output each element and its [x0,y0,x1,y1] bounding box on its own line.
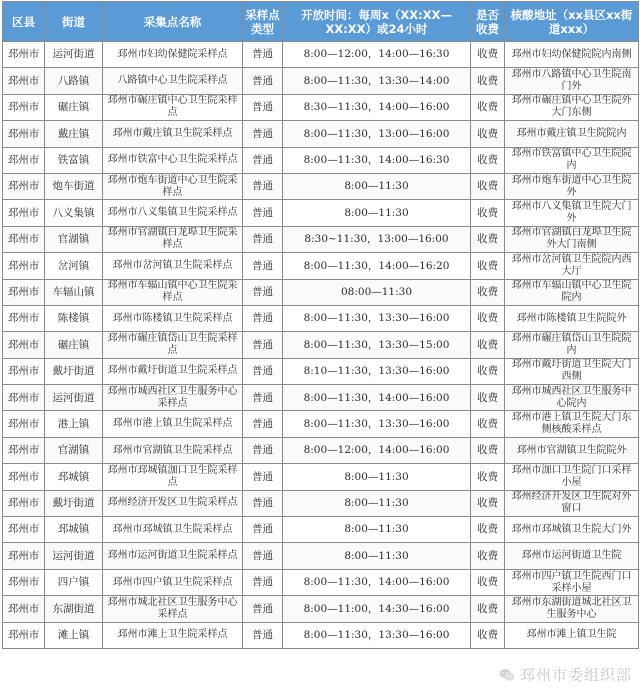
table-row [3,279,639,305]
site-type-cell: 普通 [243,517,283,543]
site-name-cell: 邳州市滩上卫生院采样点 [103,622,243,648]
street-cell: 邳城镇 [45,464,103,490]
table-row [3,622,639,648]
street-cell: 八义集镇 [45,200,103,226]
sampling-points-table [2,1,639,649]
site-type-cell: 普通 [243,94,283,120]
site-name-cell: 邳州市碾庄镇中心卫生院采样点 [103,94,243,120]
open-hours-cell: 8:00—11:30 [283,200,471,226]
open-hours-cell: 8:00—11:30，13:30—16:00 [283,622,471,648]
site-type-cell: 普通 [243,622,283,648]
fee-cell: 收费 [471,305,505,331]
district-cell: 邳州市 [3,253,45,279]
district-cell: 邳州市 [3,173,45,199]
address-cell: 邳州市城西社区卫生服务中心院内 [505,385,639,411]
address-cell: 邳州市妇幼保健院院内南侧 [505,42,639,68]
site-type-cell: 普通 [243,332,283,358]
site-name-cell: 邳州市八义集镇卫生院采样点 [103,200,243,226]
address-cell: 邳州市戴圩街道卫生院大门西侧 [505,358,639,384]
site-name-cell: 邳州市邳城镇泇口卫生院采样点 [103,464,243,490]
address-cell: 邳州市四户镇卫生院西门口采样小屋 [505,569,639,595]
fee-cell: 收费 [471,490,505,516]
district-cell: 邳州市 [3,332,45,358]
site-type-cell: 普通 [243,68,283,94]
open-hours-cell: 8:00—11:30，13:30—16:00 [283,411,471,437]
table-row [3,517,639,543]
open-hours-cell: 8:00—11:30 [283,543,471,569]
address-cell: 邳州市运河街道卫生院 [505,543,639,569]
site-type-cell: 普通 [243,464,283,490]
street-cell: 官湖镇 [45,437,103,463]
district-cell: 邳州市 [3,42,45,68]
street-cell: 东湖街道 [45,596,103,622]
district-cell: 邳州市 [3,226,45,252]
address-cell: 邳州市碾庄镇中心卫生院外大门东侧 [505,94,639,120]
street-cell: 炮车街道 [45,173,103,199]
address-cell: 邳州市港上镇卫生院大门东侧核酸采样点 [505,411,639,437]
table-row [3,332,639,358]
table-row [3,226,639,252]
fee-cell: 收费 [471,517,505,543]
address-cell: 邳州市八路镇中心卫生院南门外 [505,68,639,94]
header-district: 区县 [3,2,45,42]
site-name-cell: 邳州市岔河镇卫生院采样点 [103,253,243,279]
street-cell: 戴庄镇 [45,121,103,147]
site-name-cell: 邳州市铁富中心卫生院采样点 [103,147,243,173]
street-cell: 陈楼镇 [45,305,103,331]
district-cell: 邳州市 [3,94,45,120]
site-name-cell: 邳州市港上镇卫生院采样点 [103,411,243,437]
site-type-cell: 普通 [243,253,283,279]
site-type-cell: 普通 [243,121,283,147]
open-hours-cell: 8:00—11:30 [283,173,471,199]
open-hours-cell: 8:00—11:30，13:00—16:00 [283,121,471,147]
street-cell: 戴圩街道 [45,490,103,516]
site-type-cell: 普通 [243,279,283,305]
district-cell: 邳州市 [3,569,45,595]
site-name-cell: 八路镇中心卫生院采样点 [103,68,243,94]
address-cell: 邳州市岔河镇卫生院院内西大厅 [505,253,639,279]
watermark [498,664,632,685]
open-hours-cell: 8:00—11:30，13:30—15:00 [283,332,471,358]
district-cell: 邳州市 [3,490,45,516]
header-fee: 是否收费 [471,2,505,42]
table-row [3,385,639,411]
site-type-cell: 普通 [243,200,283,226]
open-hours-cell: 8:00—11:30，14:00—16:20 [283,253,471,279]
site-type-cell: 普通 [243,42,283,68]
header-site-type: 采样点类型 [243,2,283,42]
site-type-cell: 普通 [243,411,283,437]
site-type-cell: 普通 [243,305,283,331]
open-hours-cell: 8:00—12:00，14:00—16:00 [283,437,471,463]
district-cell: 邳州市 [3,279,45,305]
address-cell: 邳州市炮车街道中心卫生院外 [505,173,639,199]
site-name-cell: 邳州市妇幼保健院采样点 [103,42,243,68]
open-hours-cell: 8:00—11:00，14:30—16:00 [283,596,471,622]
table-row [3,94,639,120]
district-cell: 邳州市 [3,543,45,569]
open-hours-cell: 8:00—11:30 [283,490,471,516]
site-name-cell: 邳州市城北社区卫生服务中心采样点 [103,596,243,622]
header-address: 核酸地址（xx县区xx街道xxx） [505,2,639,42]
street-cell: 运河街道 [45,385,103,411]
fee-cell: 收费 [471,622,505,648]
header-site-name: 采集点名称 [103,2,243,42]
district-cell: 邳州市 [3,68,45,94]
header-street: 街道 [45,2,103,42]
open-hours-cell: 8:30~11:30，13:00—16:00 [283,226,471,252]
table-row [3,42,639,68]
open-hours-cell: 08:00—11:30 [283,279,471,305]
street-cell: 戴圩街道 [45,358,103,384]
table-row [3,464,639,490]
fee-cell: 收费 [471,42,505,68]
open-hours-cell: 8:00—11:30，14:00—16:30 [283,147,471,173]
table-body [3,42,639,649]
district-cell: 邳州市 [3,358,45,384]
district-cell: 邳州市 [3,305,45,331]
fee-cell: 收费 [471,147,505,173]
site-name-cell: 邳州经济开发区卫生院采样点 [103,490,243,516]
table-row [3,543,639,569]
site-name-cell: 邳州市陈楼镇卫生院采样点 [103,305,243,331]
fee-cell: 收费 [471,437,505,463]
site-type-cell: 普通 [243,147,283,173]
site-type-cell: 普通 [243,173,283,199]
table-row [3,200,639,226]
open-hours-cell: 8:00—11:30，13:30—14:00 [283,68,471,94]
street-cell: 车辐山镇 [45,279,103,305]
street-cell: 碾庄镇 [45,332,103,358]
fee-cell: 收费 [471,121,505,147]
address-cell: 邳州市戴庄镇卫生院院内 [505,121,639,147]
address-cell: 邳州市官湖镇白龙埠卫生院外大门南侧 [505,226,639,252]
fee-cell: 收费 [471,173,505,199]
address-cell: 邳州市官湖镇卫生院院外 [505,437,639,463]
site-type-cell: 普通 [243,543,283,569]
street-cell: 运河街道 [45,42,103,68]
open-hours-cell: 8:30—11:30，14:00—16:00 [283,94,471,120]
fee-cell: 收费 [471,279,505,305]
site-name-cell: 邳州市碾庄镇岱山卫生院采样点 [103,332,243,358]
open-hours-cell: 8:00—12:00，14:00—16:30 [283,42,471,68]
fee-cell: 收费 [471,358,505,384]
fee-cell: 收费 [471,543,505,569]
district-cell: 邳州市 [3,596,45,622]
district-cell: 邳州市 [3,437,45,463]
district-cell: 邳州市 [3,147,45,173]
street-cell: 岔河镇 [45,253,103,279]
site-name-cell: 邳州市炮车街道中心卫生院采样点 [103,173,243,199]
district-cell: 邳州市 [3,517,45,543]
fee-cell: 收费 [471,200,505,226]
open-hours-cell: 8:10—11:30，13:30—16:00 [283,358,471,384]
site-name-cell: 邳州市戴圩街道卫生院采样点 [103,358,243,384]
address-cell: 邳州市车辐山镇中心卫生院院内 [505,279,639,305]
site-type-cell: 普通 [243,437,283,463]
table-row [3,253,639,279]
site-name-cell: 邳州市戴庄镇卫生院采样点 [103,121,243,147]
open-hours-cell: 8:00—11:30，14:00—16:00 [283,385,471,411]
address-cell: 邳州经济开发区卫生院对外窗口 [505,490,639,516]
street-cell: 邳城镇 [45,517,103,543]
fee-cell: 收费 [471,569,505,595]
street-cell: 运河街道 [45,543,103,569]
header-open-hours: 开放时间：每周x（XX:XX—XX:XX）或24小时 [283,2,471,42]
district-cell: 邳州市 [3,121,45,147]
site-name-cell: 邳州市邳城镇卫生院采样点 [103,517,243,543]
table-row [3,147,639,173]
site-name-cell: 邳州市官湖镇卫生院采样点 [103,437,243,463]
address-cell: 邳州市八义集镇卫生院大门外 [505,200,639,226]
street-cell: 八路镇 [45,68,103,94]
site-name-cell: 邳州市运河街道卫生院采样点 [103,543,243,569]
district-cell: 邳州市 [3,411,45,437]
address-cell: 邳州市邳城镇卫生院大门外 [505,517,639,543]
site-type-cell: 普通 [243,490,283,516]
open-hours-cell: 8:00—11:30 [283,517,471,543]
street-cell: 官湖镇 [45,226,103,252]
table-row [3,358,639,384]
address-cell: 邳州市滩上镇卫生院 [505,622,639,648]
fee-cell: 收费 [471,411,505,437]
wechat-icon [498,666,516,684]
district-cell: 邳州市 [3,464,45,490]
address-cell: 邳州市东湖街道城北社区卫生服务中心 [505,596,639,622]
site-name-cell: 邳州市车辐山镇中心卫生院采样点 [103,279,243,305]
street-cell: 港上镇 [45,411,103,437]
address-cell: 邳州市泇口卫生院门口采样小屋 [505,464,639,490]
table-row [3,305,639,331]
table-row [3,596,639,622]
fee-cell: 收费 [471,68,505,94]
street-cell: 铁富镇 [45,147,103,173]
watermark-text: 邳州市委组织部 [519,666,632,684]
table-row [3,411,639,437]
site-type-cell: 普通 [243,596,283,622]
fee-cell: 收费 [471,253,505,279]
street-cell: 滩上镇 [45,622,103,648]
street-cell: 四户镇 [45,569,103,595]
table-row [3,121,639,147]
site-type-cell: 普通 [243,569,283,595]
fee-cell: 收费 [471,596,505,622]
site-type-cell: 普通 [243,385,283,411]
fee-cell: 收费 [471,94,505,120]
fee-cell: 收费 [471,226,505,252]
site-name-cell: 邳州市官湖镇白龙埠卫生院采样点 [103,226,243,252]
open-hours-cell: 8:00—11:30，14:00—16:00 [283,569,471,595]
table-row [3,68,639,94]
address-cell: 邳州市碾庄镇岱山卫生院院内 [505,332,639,358]
site-name-cell: 邳州市城西社区卫生服务中心采样点 [103,385,243,411]
address-cell: 邳州市铁富镇中心卫生院院内 [505,147,639,173]
table-row [3,490,639,516]
fee-cell: 收费 [471,464,505,490]
site-type-cell: 普通 [243,358,283,384]
table-row [3,437,639,463]
fee-cell: 收费 [471,385,505,411]
table-row [3,569,639,595]
open-hours-cell: 8:00—11:30 [283,464,471,490]
fee-cell: 收费 [471,332,505,358]
site-type-cell: 普通 [243,226,283,252]
table-row [3,173,639,199]
table-header-row [3,2,639,42]
district-cell: 邳州市 [3,200,45,226]
open-hours-cell: 8:00—11:30，13:30—16:00 [283,305,471,331]
street-cell: 碾庄镇 [45,94,103,120]
site-name-cell: 邳州市四户镇卫生院采样点 [103,569,243,595]
address-cell: 邳州市陈楼镇卫生院院外 [505,305,639,331]
district-cell: 邳州市 [3,385,45,411]
district-cell: 邳州市 [3,622,45,648]
